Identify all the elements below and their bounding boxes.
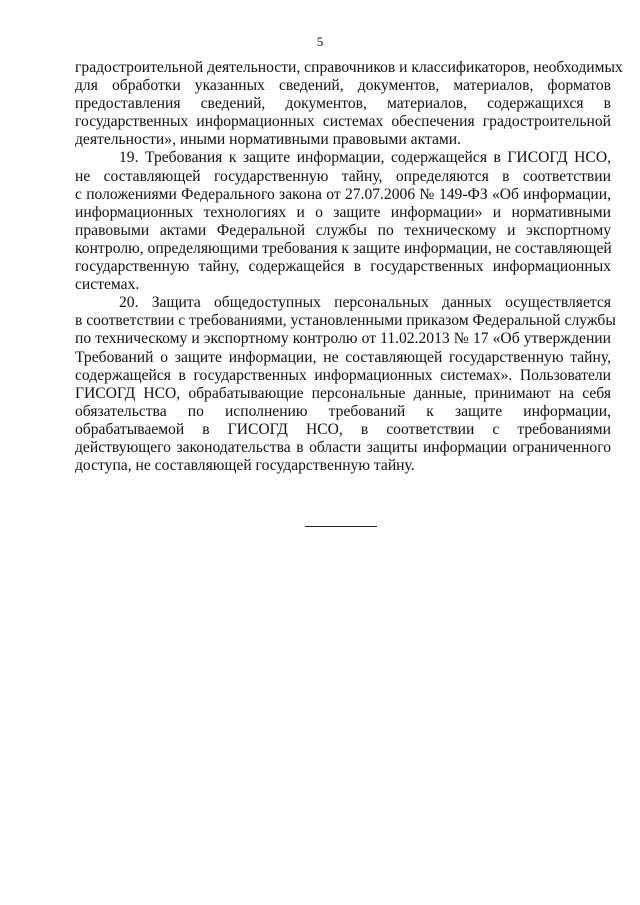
text-line: правовыми актами Федеральной службы по техническому и экспортному — [75, 221, 611, 239]
text-line: обязательства по исполнению требований к защите информации, — [75, 402, 611, 420]
text-line: 19. Требования к защите информации, содержащейся в ГИСОГД НСО, — [119, 149, 611, 167]
text-line: с положениями Федерального закона от 27.07.2006 № 149-ФЗ «Об информации, — [75, 185, 611, 203]
text-line: действующего законодательства в области защиты информации ограниченного — [75, 438, 611, 456]
paragraph-19 — [75, 149, 611, 294]
text-line: Требований о защите информации, не составляющей государственную тайну, — [75, 348, 611, 366]
end-separator-line — [305, 526, 377, 527]
text-line: 20. Защита общедоступных персональных данных осуществляется — [119, 294, 611, 312]
text-line: ГИСОГД НСО, обрабатывающие персональные данные, принимают на себя — [75, 384, 611, 402]
text-line: градостроительной деятельности, справочников и классификаторов, необходимых — [75, 59, 623, 76]
text-line: доступа, не составляющей государственную тайну. — [75, 457, 415, 475]
document-body — [75, 59, 623, 475]
text-line: для обработки указанных сведений, документов, материалов, форматов — [75, 77, 611, 95]
text-line: контролю, определяющими требования к защите информации, не составляющей — [75, 239, 612, 257]
text-line: по техническому и экспортному контролю от 11.02.2013 № 17 «Об утверждении — [75, 330, 611, 348]
page-number: 5 — [316, 34, 324, 49]
paragraph-continuation — [75, 59, 623, 149]
text-line: государственных информационных системах обеспечения градостроительной — [75, 113, 611, 131]
text-line: деятельности», иными нормативными правовыми актами. — [75, 131, 461, 149]
text-line: предоставления сведений, документов, материалов, содержащихся в — [75, 95, 611, 113]
text-line: содержащейся в государственных информационных системах». Пользователи — [75, 366, 611, 384]
text-line: в соответствии с требованиями, установленными приказом Федеральной службы — [75, 312, 616, 330]
text-line: обрабатываемой в ГИСОГД НСО, в соответствии с требованиями — [75, 420, 611, 438]
text-line: государственную тайну, содержащейся в государственных информационных — [75, 258, 611, 276]
text-line: не составляющей государственную тайну, определяются в соответствии — [75, 167, 611, 185]
text-line: информационных технологиях и о защите информации» и нормативными — [75, 203, 611, 221]
text-line: системах. — [75, 276, 140, 294]
paragraph-20 — [75, 294, 616, 475]
